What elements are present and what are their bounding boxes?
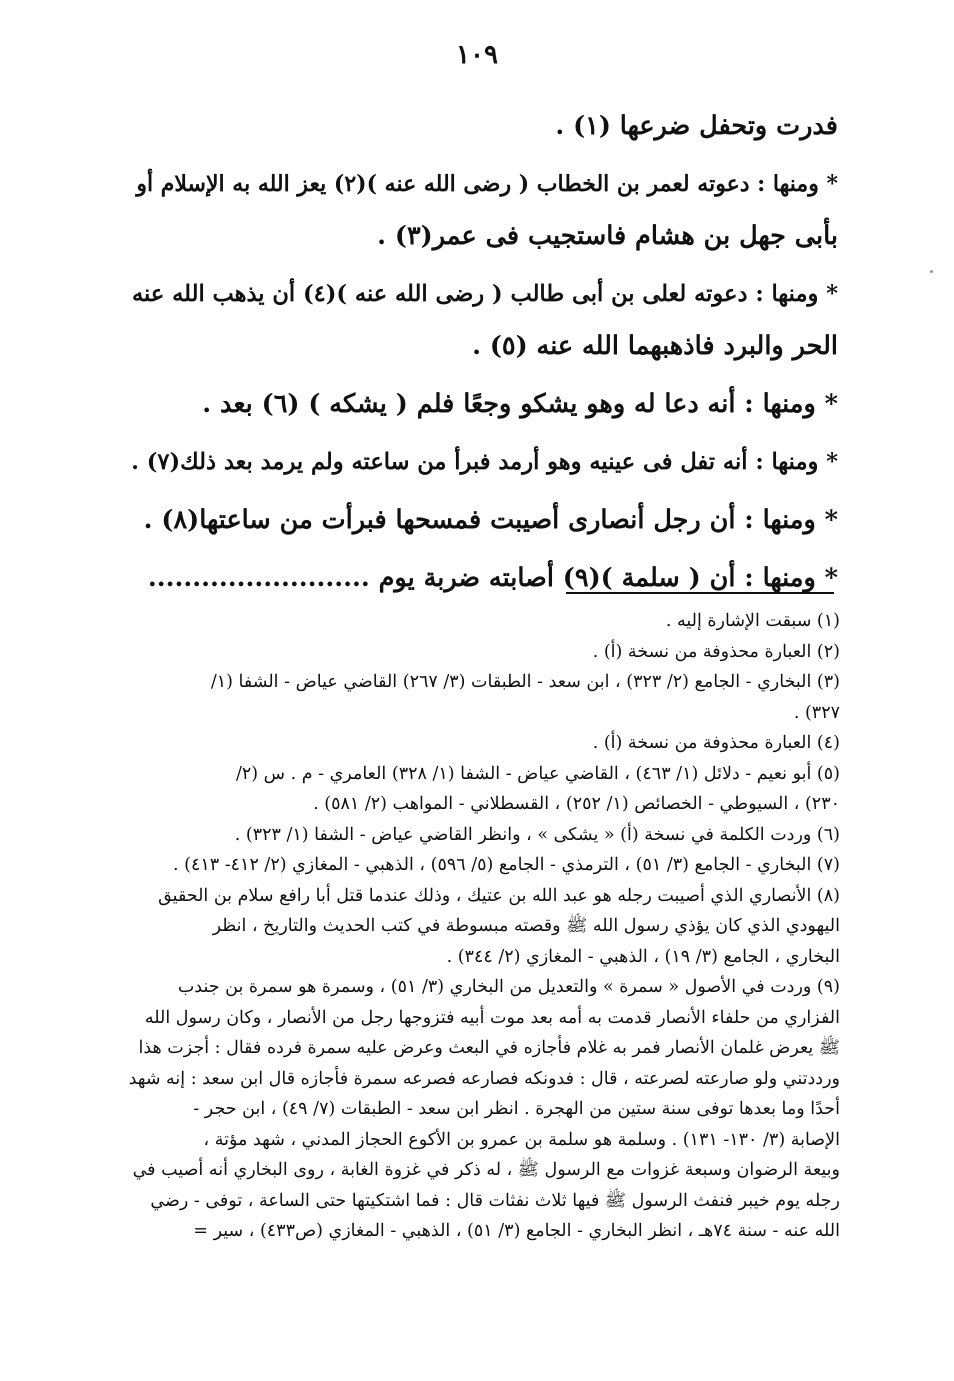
body-line: فدرت وتحفل ضرعها (١) . <box>555 111 838 141</box>
footnote-line: ورددتني ولو صارعته لصرعته ، قال : فدونكه فصارعه فصرعه سمرة فأجازه قال ابن سعد : إنه شهد <box>128 1068 840 1089</box>
footnote-line: (٢) العبارة محذوفة من نسخة (أ) . <box>592 641 840 662</box>
footnote-item <box>128 850 840 881</box>
footnote-line: الله عنه - سنة ٧٤هـ ، انظر البخاري - الجامع (٣/ ٥١) ، الذهبي - المغازي (ص٤٣٣) ، سير = <box>193 1221 840 1241</box>
footnote-item <box>128 759 840 820</box>
footnote-line: (٦) وردت الكلمة في نسخة (أ) « يشكى » ، وانظر القاضي عياض - الشفا (١/ ٣٢٣) . <box>234 824 840 845</box>
footnote-line: اليهودي الذي كان يؤذي رسول الله ﷺ وقصته مبسوطة في كتب الحديث والتاريخ ، انظر <box>212 916 840 936</box>
body-paragraph <box>128 158 838 262</box>
footnote-line: (١) سبقت الإشارة إليه . <box>665 611 840 631</box>
body-line: * ومنها : أن ( سلمة )(٩) أصابته ضربة يوم ......................... <box>147 563 838 593</box>
footnote-line: (٤) العبارة محذوفة من نسخة (أ) . <box>592 733 840 753</box>
footnote-line: رجله يوم خيبر فنفث الرسول ﷺ فيها ثلاث نفثات قال : فما اشتكيتها حتى الساعة ، توفى - رضي <box>150 1190 840 1211</box>
footnote-line: (٥) أبو نعيم - دلائل (١/ ٤٦٣) ، القاضي عياض - الشفا (١/ ٣٢٨) العامري - م . س (٢/ <box>235 763 840 784</box>
footnote-line: (٣) البخاري - الجامع (٢/ ٣٢٣) ، ابن سعد - الطبقات (٣/ ٢٦٧) القاضي عياض - الشفا (١/ <box>210 672 840 692</box>
footnote-item <box>128 637 840 668</box>
footnote-line: ﷺ يعرض غلمان الأنصار فمر به غلام فأجازه في البعث وعرض عليه سمرة فرده فقال : أجزت هذا <box>138 1038 840 1058</box>
body-line: الحر والبرد فاذهبهما الله عنه (٥) . <box>472 331 838 361</box>
footnote-item <box>128 881 840 973</box>
footnote-line: ٢٣٠) ، السيوطي - الخصائص (١/ ٢٥٢) ، القسطلاني - المواهب (٢/ ٥٨١) . <box>313 794 840 814</box>
footnote-item <box>128 667 840 728</box>
body-line: * ومنها : أن رجل أنصارى أصيبت فمسحها فبرأت من ساعتها(٨) . <box>143 505 838 535</box>
body-line: * ومنها : أنه دعا له وهو يشكو وجعًا فلم ( يشكه ) (٦) بعد . <box>202 389 838 419</box>
footnote-separator <box>566 592 834 594</box>
footnote-item <box>128 972 840 1247</box>
footnote-line: (٧) البخاري - الجامع (٣/ ٥١) ، الترمذي - الجامع (٥/ ٥٩٦) ، الذهبي - المغازي (٢/ ٤١٢- ٤١٣) . <box>173 855 840 875</box>
footnote-item <box>128 820 840 851</box>
footnote-line: أحدًا وما بعدها توفى سنة ستين من الهجرة . انظر ابن سعد - الطبقات (٧/ ٤٩) ، ابن حجر - <box>193 1099 840 1119</box>
footnotes-section <box>128 606 840 1247</box>
footnote-line: وبيعة الرضوان وسبعة غزوات مع الرسول ﷺ ، له ذكر في غزوة الغابة ، روى البخاري أنه أصيب في <box>132 1160 840 1180</box>
body-line: * ومنها : دعوته لعمر بن الخطاب ( رضى الله عنه )(٢) يعز الله به الإسلام أو <box>136 171 838 197</box>
body-paragraph <box>128 268 838 372</box>
footnote-line: (٨) الأنصاري الذي أصيبت رجله هو عبد الله بن عتيك ، وذلك عندما قتل أبا رافع سلام بن الحقيق <box>158 885 840 906</box>
body-paragraph <box>128 436 838 488</box>
footnote-line: الفزاري من حلفاء الأنصار قدمت به أمه بعد موت أبيه فتزوجها رجل من الأنصار ، وكان رسول الله <box>144 1007 840 1028</box>
main-text <box>128 100 838 610</box>
body-paragraph <box>128 100 838 152</box>
margin-mark <box>930 270 933 273</box>
body-paragraph <box>128 378 838 430</box>
footnote-line: ٣٢٧) . <box>793 702 840 723</box>
body-line: بأبى جهل بن هشام فاستجيب فى عمر(٣) . <box>377 221 838 251</box>
body-paragraph <box>128 494 838 546</box>
footnote-item <box>128 728 840 759</box>
body-line: * ومنها : أنه تفل فى عينيه وهو أرمد فبرأ من ساعته ولم يرمد بعد ذلك(٧) . <box>131 449 838 475</box>
footnote-line: (٩) وردت في الأصول « سمرة » والتعديل من البخاري (٣/ ٥١) ، وسمرة هو سمرة بن جندب <box>177 977 840 997</box>
body-paragraph <box>128 552 838 604</box>
footnote-line: البخاري ، الجامع (٣/ ١٩) ، الذهبي - المغازي (٢/ ٣٤٤) . <box>446 946 840 967</box>
body-line: * ومنها : دعوته لعلى بن أبى طالب ( رضى الله عنه )(٤) أن يذهب الله عنه <box>131 281 838 307</box>
page-number: ١٠٩ <box>456 40 498 70</box>
footnote-item <box>128 606 840 637</box>
footnote-line: الإصابة (٣/ ١٣٠- ١٣١) . وسلمة هو سلمة بن عمرو بن الأكوع الحجاز المدني ، شهد مؤتة ، <box>203 1129 840 1150</box>
